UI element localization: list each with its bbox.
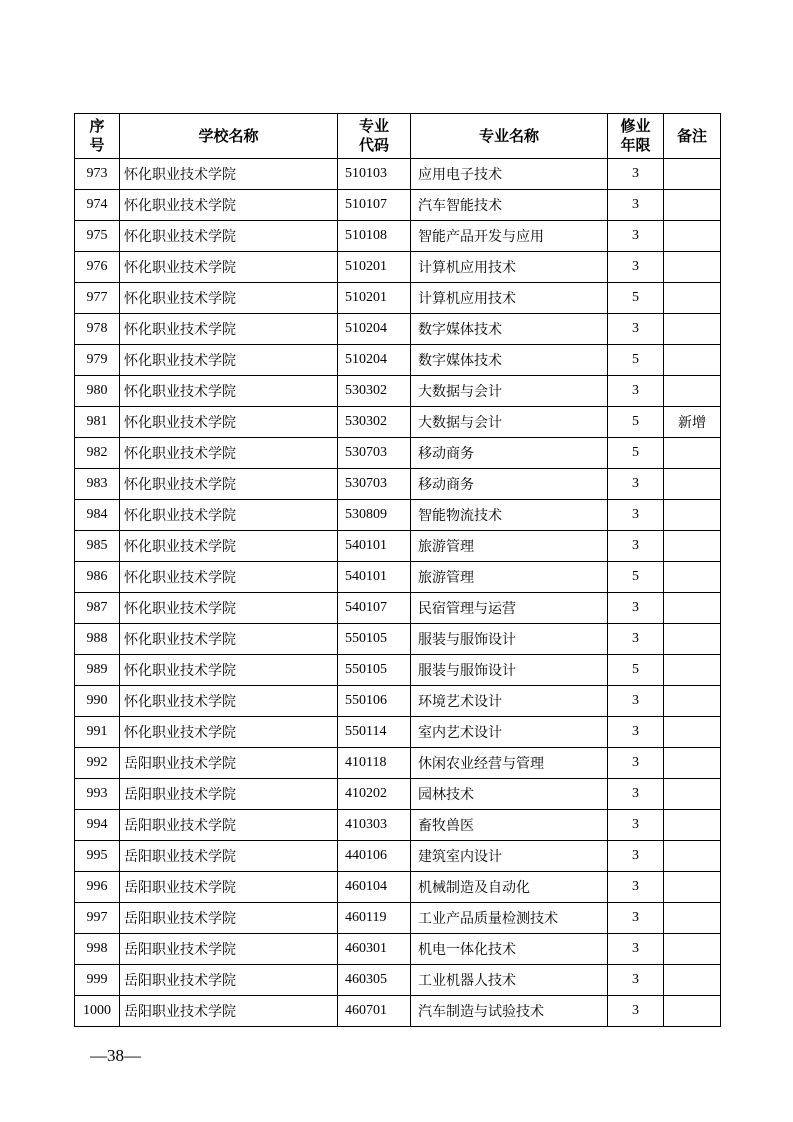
cell-school: 怀化职业技术学院 [120,314,338,345]
table-row [75,872,721,903]
cell-note [664,965,721,996]
cell-code: 460301 [338,934,411,965]
cell-code: 540101 [338,531,411,562]
cell-note [664,624,721,655]
table-row [75,593,721,624]
header-school: 学校名称 [120,114,338,159]
cell-major: 服装与服饰设计 [411,624,608,655]
cell-major: 移动商务 [411,438,608,469]
cell-major: 智能产品开发与应用 [411,221,608,252]
cell-code: 410118 [338,748,411,779]
cell-seq: 991 [75,717,120,748]
cell-years: 3 [608,624,664,655]
cell-note [664,996,721,1027]
header-note: 备注 [664,114,721,159]
cell-major: 工业产品质量检测技术 [411,903,608,934]
cell-major: 服装与服饰设计 [411,655,608,686]
cell-seq: 994 [75,810,120,841]
cell-years: 3 [608,779,664,810]
cell-code: 550106 [338,686,411,717]
cell-code: 510107 [338,190,411,221]
cell-code: 510201 [338,283,411,314]
cell-code: 530703 [338,438,411,469]
cell-school: 怀化职业技术学院 [120,159,338,190]
cell-years: 3 [608,190,664,221]
cell-code: 540101 [338,562,411,593]
cell-years: 3 [608,717,664,748]
cell-code: 510204 [338,345,411,376]
cell-years: 3 [608,748,664,779]
cell-code: 510108 [338,221,411,252]
cell-major: 机械制造及自动化 [411,872,608,903]
cell-seq: 982 [75,438,120,469]
cell-seq: 997 [75,903,120,934]
cell-years: 3 [608,376,664,407]
table-row [75,779,721,810]
cell-seq: 995 [75,841,120,872]
cell-seq: 983 [75,469,120,500]
cell-school: 怀化职业技术学院 [120,562,338,593]
cell-school: 怀化职业技术学院 [120,376,338,407]
cell-school: 怀化职业技术学院 [120,190,338,221]
cell-school: 怀化职业技术学院 [120,469,338,500]
cell-code: 460305 [338,965,411,996]
cell-school: 怀化职业技术学院 [120,531,338,562]
cell-major: 旅游管理 [411,562,608,593]
cell-school: 怀化职业技术学院 [120,283,338,314]
cell-note [664,593,721,624]
cell-school: 岳阳职业技术学院 [120,748,338,779]
cell-major: 大数据与会计 [411,376,608,407]
cell-major: 数字媒体技术 [411,314,608,345]
cell-note [664,221,721,252]
cell-major: 建筑室内设计 [411,841,608,872]
cell-seq: 996 [75,872,120,903]
cell-note [664,717,721,748]
majors-table [74,113,721,1027]
cell-years: 5 [608,438,664,469]
header-years [608,114,664,159]
cell-note [664,562,721,593]
cell-school: 岳阳职业技术学院 [120,934,338,965]
cell-years: 3 [608,314,664,345]
table-row [75,810,721,841]
cell-note [664,531,721,562]
cell-years: 3 [608,593,664,624]
cell-note [664,872,721,903]
cell-major: 旅游管理 [411,531,608,562]
table-row [75,562,721,593]
table-row [75,159,721,190]
table-row [75,500,721,531]
cell-seq: 985 [75,531,120,562]
cell-years: 3 [608,469,664,500]
cell-major: 汽车制造与试验技术 [411,996,608,1027]
cell-seq: 1000 [75,996,120,1027]
cell-years: 3 [608,965,664,996]
table-row [75,717,721,748]
cell-years: 3 [608,159,664,190]
cell-years: 5 [608,283,664,314]
table-body [75,159,721,1027]
cell-years: 3 [608,810,664,841]
cell-note [664,748,721,779]
cell-code: 440106 [338,841,411,872]
cell-school: 怀化职业技术学院 [120,686,338,717]
cell-school: 怀化职业技术学院 [120,345,338,376]
cell-code: 460701 [338,996,411,1027]
cell-major: 计算机应用技术 [411,283,608,314]
cell-school: 怀化职业技术学院 [120,655,338,686]
table-row [75,469,721,500]
cell-years: 3 [608,841,664,872]
cell-school: 怀化职业技术学院 [120,500,338,531]
cell-years: 3 [608,903,664,934]
cell-note [664,903,721,934]
cell-seq: 990 [75,686,120,717]
cell-years: 5 [608,407,664,438]
cell-years: 5 [608,562,664,593]
header-years-label: 修业年限 [620,117,651,154]
cell-note [664,779,721,810]
table-row [75,903,721,934]
table-row [75,438,721,469]
cell-seq: 975 [75,221,120,252]
cell-code: 510103 [338,159,411,190]
table-row [75,314,721,345]
cell-code: 410303 [338,810,411,841]
cell-seq: 978 [75,314,120,345]
cell-years: 3 [608,531,664,562]
cell-school: 岳阳职业技术学院 [120,965,338,996]
table-row [75,283,721,314]
cell-school: 岳阳职业技术学院 [120,841,338,872]
cell-note [664,655,721,686]
cell-seq: 973 [75,159,120,190]
cell-school: 岳阳职业技术学院 [120,903,338,934]
table-row [75,686,721,717]
cell-major: 大数据与会计 [411,407,608,438]
header-seq [75,114,120,159]
cell-major: 数字媒体技术 [411,345,608,376]
cell-school: 怀化职业技术学院 [120,221,338,252]
cell-major: 室内艺术设计 [411,717,608,748]
table-row [75,965,721,996]
cell-major: 智能物流技术 [411,500,608,531]
table-row [75,407,721,438]
cell-note [664,376,721,407]
cell-school: 怀化职业技术学院 [120,407,338,438]
cell-note [664,159,721,190]
page-number: —38— [90,1046,141,1065]
header-code [338,114,411,159]
table-row [75,190,721,221]
cell-years: 3 [608,221,664,252]
cell-seq: 979 [75,345,120,376]
cell-code: 460104 [338,872,411,903]
header-seq-label: 序号 [89,117,105,154]
cell-code: 510204 [338,314,411,345]
table-row [75,934,721,965]
cell-major: 工业机器人技术 [411,965,608,996]
cell-seq: 999 [75,965,120,996]
cell-note [664,252,721,283]
cell-school: 怀化职业技术学院 [120,438,338,469]
cell-years: 3 [608,934,664,965]
cell-years: 3 [608,252,664,283]
cell-seq: 987 [75,593,120,624]
table-row [75,996,721,1027]
cell-note [664,469,721,500]
cell-school: 怀化职业技术学院 [120,624,338,655]
table-header-row [75,114,721,159]
cell-seq: 977 [75,283,120,314]
cell-code: 550105 [338,624,411,655]
cell-seq: 989 [75,655,120,686]
cell-seq: 981 [75,407,120,438]
cell-years: 3 [608,686,664,717]
table-row [75,748,721,779]
cell-years: 3 [608,500,664,531]
cell-seq: 984 [75,500,120,531]
cell-major: 机电一体化技术 [411,934,608,965]
cell-major: 计算机应用技术 [411,252,608,283]
cell-note [664,438,721,469]
cell-note [664,500,721,531]
cell-seq: 980 [75,376,120,407]
table-row [75,252,721,283]
cell-code: 530302 [338,407,411,438]
table-row [75,221,721,252]
cell-years: 3 [608,872,664,903]
cell-code: 460119 [338,903,411,934]
cell-seq: 986 [75,562,120,593]
cell-school: 岳阳职业技术学院 [120,872,338,903]
cell-seq: 992 [75,748,120,779]
cell-code: 530302 [338,376,411,407]
cell-major: 民宿管理与运营 [411,593,608,624]
cell-major: 移动商务 [411,469,608,500]
cell-major: 休闲农业经营与管理 [411,748,608,779]
cell-seq: 998 [75,934,120,965]
cell-seq: 974 [75,190,120,221]
cell-school: 岳阳职业技术学院 [120,996,338,1027]
cell-note [664,686,721,717]
cell-note [664,190,721,221]
cell-code: 530809 [338,500,411,531]
cell-note: 新增 [664,407,721,438]
table-row [75,376,721,407]
cell-note [664,314,721,345]
cell-major: 汽车智能技术 [411,190,608,221]
cell-major: 畜牧兽医 [411,810,608,841]
cell-code: 550114 [338,717,411,748]
cell-major: 环境艺术设计 [411,686,608,717]
table-row [75,345,721,376]
cell-code: 530703 [338,469,411,500]
cell-school: 岳阳职业技术学院 [120,810,338,841]
cell-code: 510201 [338,252,411,283]
cell-note [664,345,721,376]
cell-seq: 993 [75,779,120,810]
cell-note [664,841,721,872]
table-row [75,655,721,686]
cell-major: 园林技术 [411,779,608,810]
cell-note [664,810,721,841]
cell-code: 410202 [338,779,411,810]
header-major: 专业名称 [411,114,608,159]
cell-school: 岳阳职业技术学院 [120,779,338,810]
header-code-label: 专业代码 [358,117,389,154]
cell-major: 应用电子技术 [411,159,608,190]
cell-code: 540107 [338,593,411,624]
cell-years: 5 [608,345,664,376]
table-row [75,841,721,872]
table-row [75,531,721,562]
cell-years: 3 [608,996,664,1027]
cell-years: 5 [608,655,664,686]
cell-note [664,934,721,965]
cell-code: 550105 [338,655,411,686]
cell-school: 怀化职业技术学院 [120,252,338,283]
cell-school: 怀化职业技术学院 [120,593,338,624]
cell-note [664,283,721,314]
table-row [75,624,721,655]
cell-school: 怀化职业技术学院 [120,717,338,748]
cell-seq: 976 [75,252,120,283]
cell-seq: 988 [75,624,120,655]
